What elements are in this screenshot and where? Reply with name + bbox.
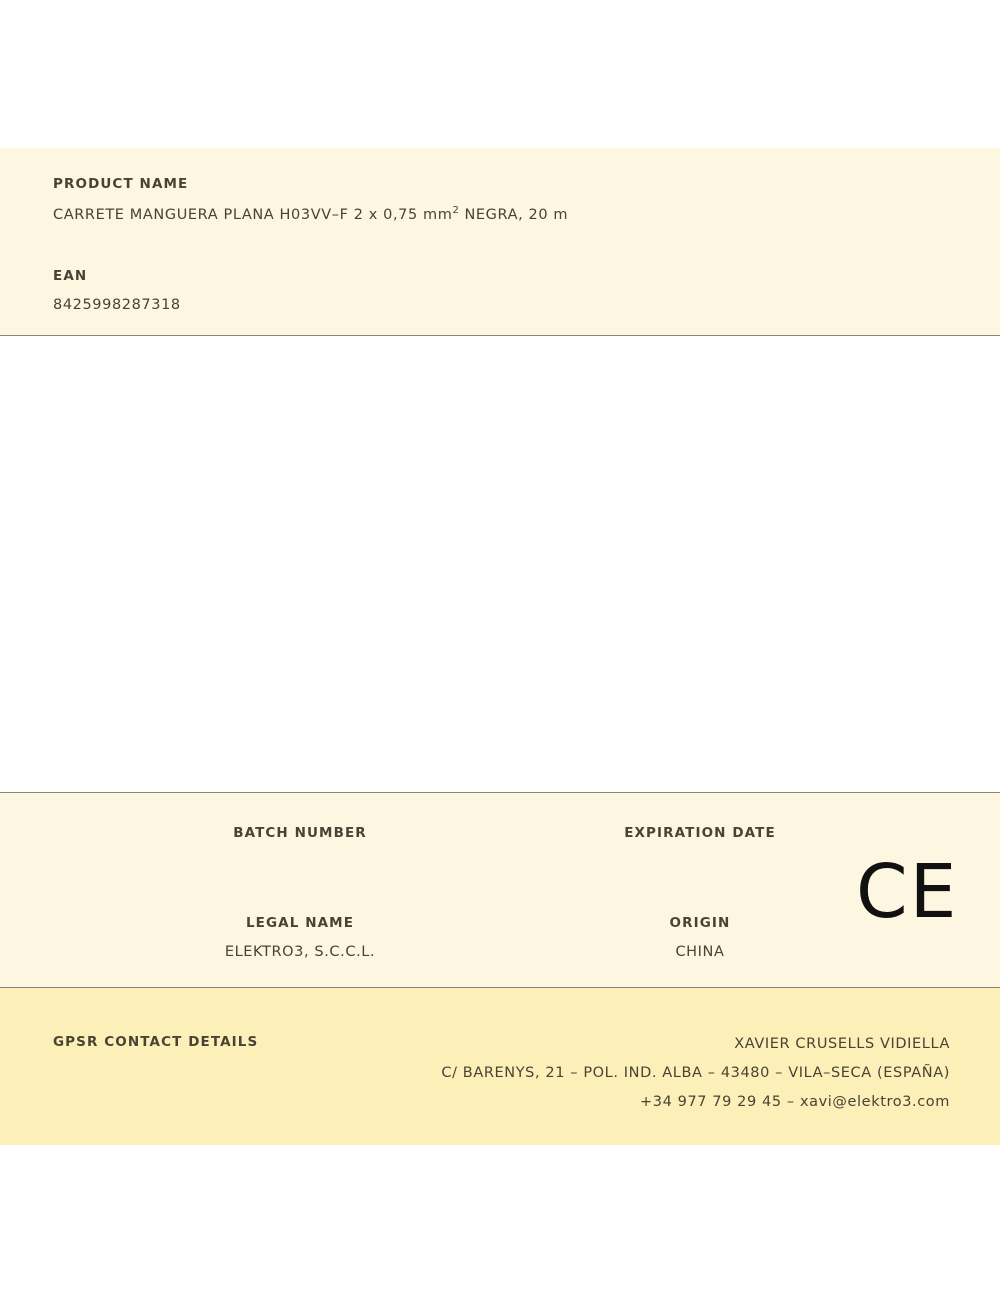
batch-number-label: BATCH NUMBER [233,825,367,841]
product-name-tail: NEGRA, 20 m [459,206,569,223]
product-info-block [0,148,1000,336]
ce-marking-icon: CE [856,849,959,935]
product-name-text: CARRETE MANGUERA PLANA H03VV–F 2 x 0,75 mm [53,206,453,223]
gpsr-contact-phone-email: +34 977 79 29 45 – xavi@elektro3.com [640,1094,950,1110]
ean-value: 8425998287318 [53,297,181,313]
legal-name-label: LEGAL NAME [245,915,355,931]
product-name-value [53,205,568,223]
origin-label: ORIGIN [669,915,731,931]
batch-legal-block [0,792,1000,988]
legal-name-value: ELEKTRO3, S.C.C.L. [224,944,376,960]
product-name-superscript: 2 [452,205,460,216]
gpsr-contact-name: XAVIER CRUSELLS VIDIELLA [734,1036,950,1052]
gpsr-contact-block [0,988,1000,1145]
blank-content-area [0,336,1000,792]
gpsr-contact-address: C/ BARENYS, 21 – POL. IND. ALBA – 43480 – VILA–SECA (ESPAÑA) [441,1065,950,1081]
origin-value: CHINA [675,944,725,960]
gpsr-contact-label: GPSR CONTACT DETAILS [53,1034,259,1050]
gpsr-contact-details [441,1030,950,1117]
expiration-date-label: EXPIRATION DATE [624,825,776,841]
page-footer-blank [0,1145,1000,1300]
product-name-label: PRODUCT NAME [53,176,189,192]
ean-label: EAN [53,268,88,284]
